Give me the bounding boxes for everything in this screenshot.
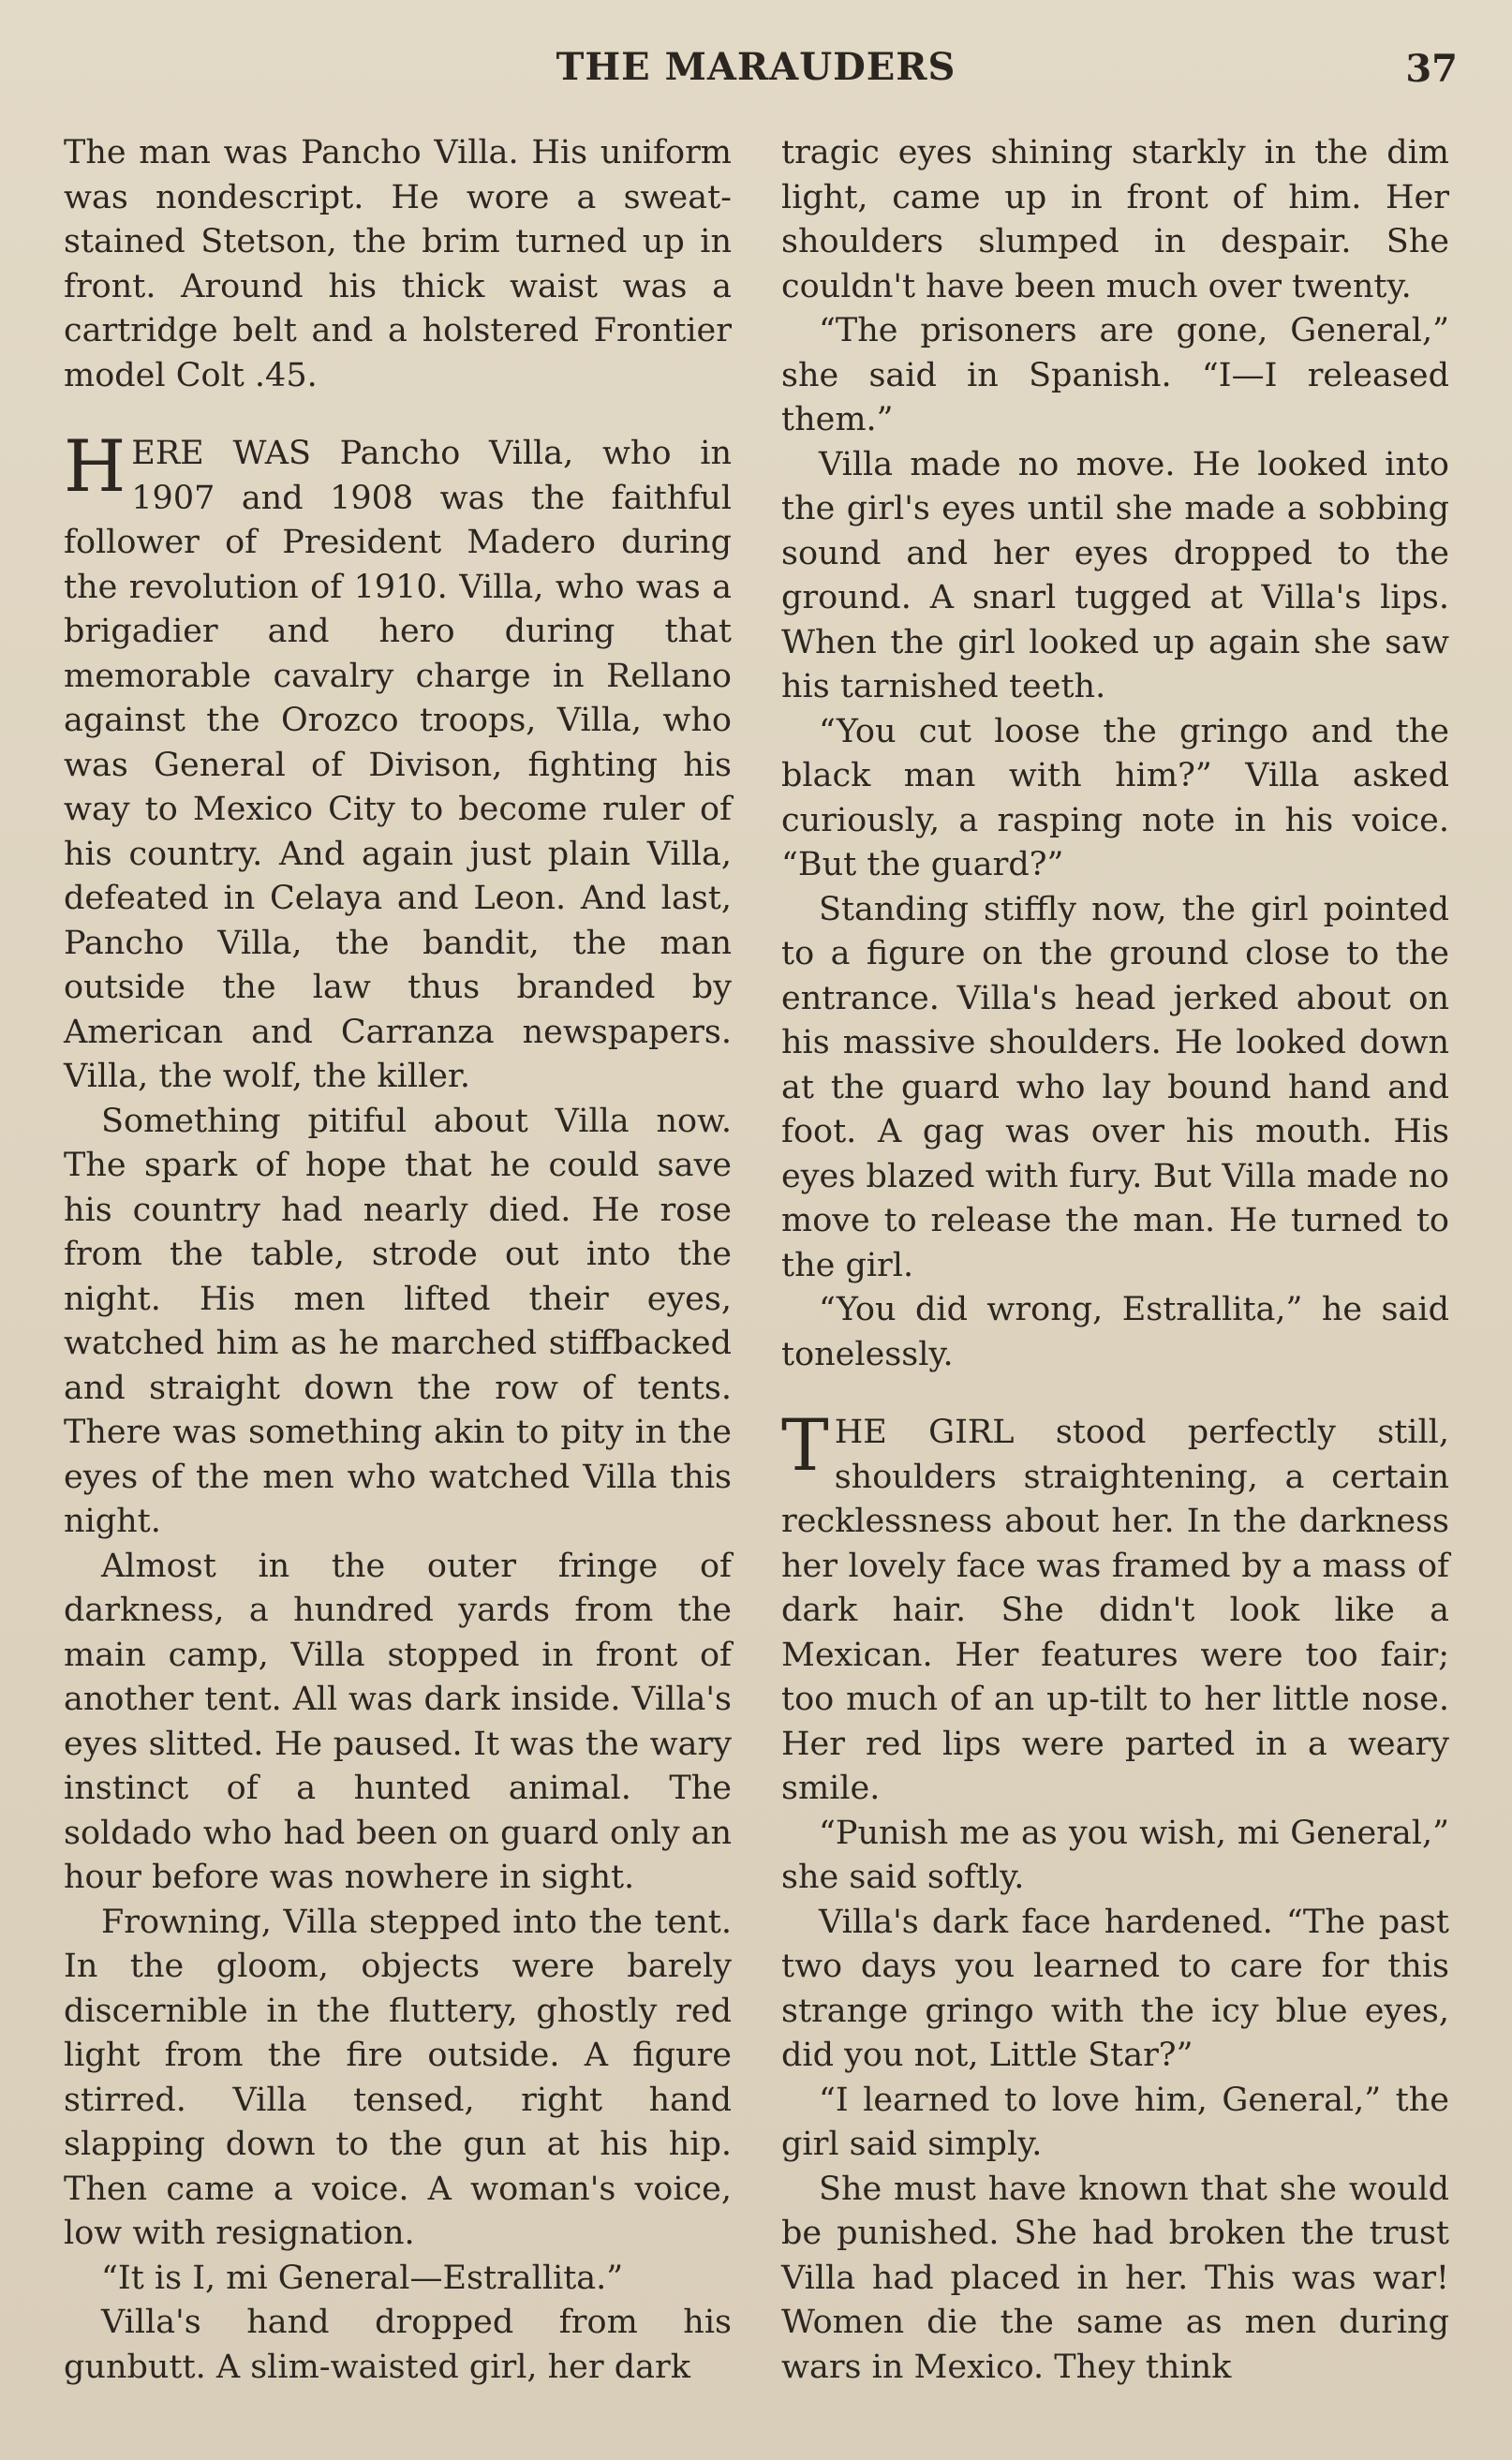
paragraph: “You did wrong, Estrallita,” he said tonelessly. <box>781 1291 1449 1373</box>
paragraph: She must have known that she would be punished. She had broken the trust Villa had placed in her. This was war! Women die the same as men during wars in Mexico. They think <box>781 2170 1449 2386</box>
drop-cap: T <box>781 1403 829 1487</box>
paragraph: Frowning, Villa stepped into the tent. In the gloom, objects were barely discernible in the fluttery, ghostly red light from the fire outside. A figure stirred. Villa tensed, right hand slapping down to the gun at his hip. Then came a voice. A woman's voice, low with resignation. <box>64 1903 732 2252</box>
drop-cap: H <box>64 424 126 508</box>
paragraph: “I learned to love him, General,” the girl said simply. <box>781 2081 1449 2163</box>
paragraph: “You cut loose the gringo and the black man with him?” Villa asked curiously, a rasping note in his voice. “But the guard?” <box>781 712 1449 883</box>
paragraph: Villa's dark face hardened. “The past two days you learned to care for this strange gringo with the icy blue eyes, did you not, Little Star?” <box>781 1903 1449 2074</box>
left-column <box>64 131 732 2390</box>
paragraph: Standing stiffly now, the girl pointed to a figure on the ground close to the entrance. Villa's head jerked about on his massive shoulders. He looked down at the guard who lay bound hand and foot. A gag was over his mouth. His eyes blazed with fury. But Villa made no move to release the man. He turned to the girl. <box>781 890 1449 1284</box>
paragraph: “Punish me as you wish, mi General,” she said softly. <box>781 1814 1449 1896</box>
paragraph: The man was Pancho Villa. His uniform was nondescript. He wore a sweat-stained Stetson, the brim turned up in front. Around his thick waist was a cartridge belt and a holstered Frontier model Colt .45. <box>64 134 732 394</box>
page-number: 37 <box>1405 47 1458 91</box>
paragraph: “It is I, mi General—Estrallita.” <box>101 2259 624 2297</box>
paragraph: “The prisoners are gone, General,” she said in Spanish. “I—I released them.” <box>781 312 1449 438</box>
paragraph-text: ERE WAS Pancho Villa, who in 1907 and 1908 was the faithful follower of President Madero during the revolution of 1910. Villa, who was a brigadier and hero during that memorable cavalry charge in Rellano against the Orozco troops, Villa, who was General of Divison, fighting his way to Mexico City to become ruler of his country. And again just plain Villa, defeated in Celaya and Leon. And last, Pancho Villa, the bandit, the man outside the law thus branded by American and Carranza newspapers. Villa, the wolf, the killer. <box>64 435 732 1095</box>
paragraph-text: HE GIRL stood perfectly still, shoulders straightening, a certain recklessness about her. In the darkness her lovely face was framed by a mass of dark hair. She didn't look like a Mexican. Her features were too fair; too much of an up-tilt to her little nose. Her red lips were parted in a weary smile. <box>781 1414 1449 1807</box>
page-header <box>0 45 1512 101</box>
paragraph: tragic eyes shining starkly in the dim light, came up in front of him. Her shoulders slumped in despair. She couldn't have been much over twenty. <box>781 134 1449 305</box>
paragraph: Villa's hand dropped from his gunbutt. A slim-waisted girl, her dark <box>64 2304 732 2386</box>
paragraph: Villa made no move. He looked into the girl's eyes until she made a sobbing sound and her eyes dropped to the ground. A snarl tugged at Villa's lips. When the girl looked up again she saw his tarnished teeth. <box>781 445 1449 705</box>
paragraph-drop-cap <box>64 424 732 1100</box>
right-column <box>781 131 1449 2390</box>
running-head: THE MARAUDERS <box>556 45 956 89</box>
paragraph: Almost in the outer fringe of darkness, a hundred yards from the main camp, Villa stopped in front of another tent. All was dark inside. Villa's eyes slitted. He paused. It was the wary instinct of a hunted animal. The soldado who had been on guard only an hour before was nowhere in sight. <box>64 1547 732 1896</box>
paragraph: Something pitiful about Villa now. The spark of hope that he could save his country had nearly died. He rose from the table, strode out into the night. His men lifted their eyes, watched him as he marched stiffbacked and straight down the row of tents. There was something akin to pity in the eyes of the men who watched Villa this night. <box>64 1102 732 1540</box>
paragraph-drop-cap <box>781 1403 1449 1812</box>
